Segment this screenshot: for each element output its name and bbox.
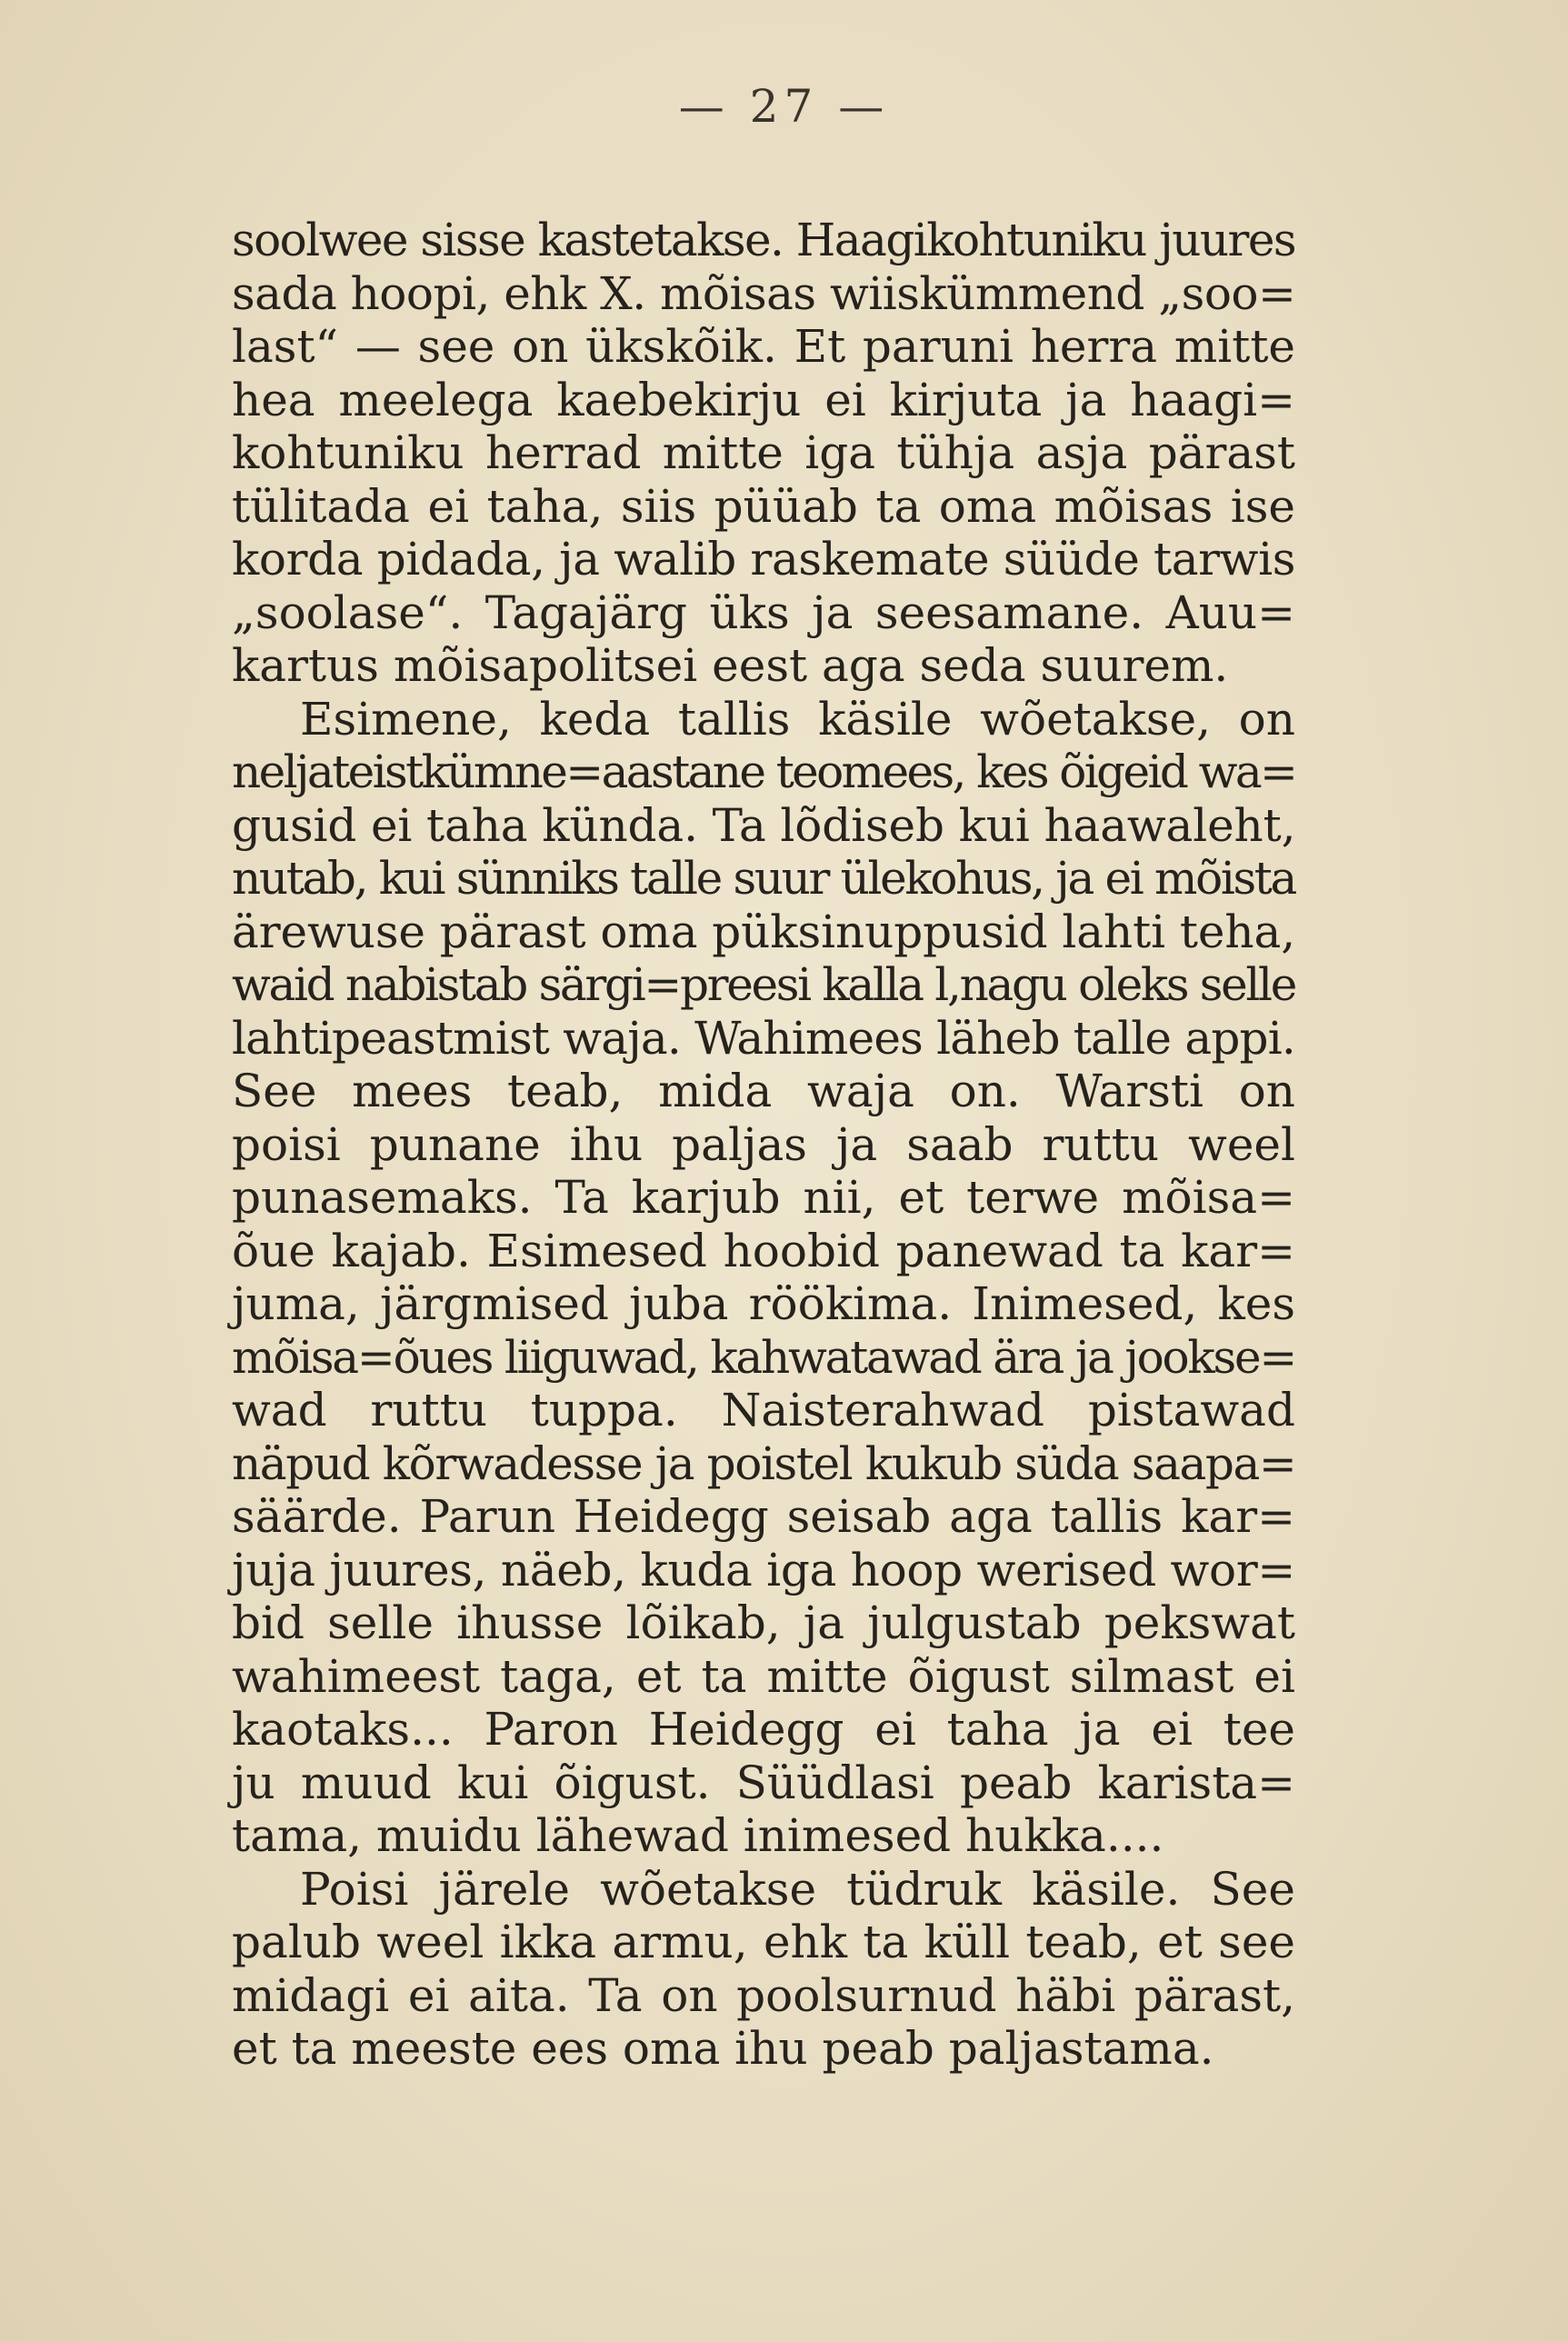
- text-line: õue kajab. Esimesed hoobid panewad ta kar=: [232, 1224, 1295, 1277]
- body-text: [232, 214, 1295, 2076]
- page-number: — 27 —: [678, 80, 890, 133]
- text-line: juma, järgmised juba röökima. Inimesed, kes: [232, 1277, 1295, 1330]
- text-line: palub weel ikka armu, ehk ta küll teab, et see: [232, 1916, 1295, 1968]
- text-line: soolwee sisse kastetakse. Haagikohtuniku juures: [232, 214, 1295, 266]
- text-line: ju muud kui õigust. Süüdlasi peab karista=: [232, 1756, 1295, 1809]
- text-line: See mees teab, mida waja on. Warsti on: [232, 1065, 1295, 1117]
- text-line: juja juures, näeb, kuda iga hoop werised wor=: [232, 1543, 1295, 1596]
- paragraph-1: [232, 214, 1295, 693]
- text-line: kartus mõisapolitsei eest aga seda suurem.: [232, 639, 1229, 692]
- text-line: gusid ei taha künda. Ta lõdiseb kui haawaleht,: [232, 798, 1296, 852]
- text-line: waid nabistab särgi=preesi kalla l,nagu oleks selle: [232, 958, 1296, 1011]
- text-line: wad ruttu tuppa. Naisterahwad pistawad: [232, 1384, 1295, 1436]
- text-line: punasemaks. Ta karjub nii, et terwe mõisa=: [232, 1171, 1295, 1224]
- text-line: ärewuse pärast oma püksinuppusid lahti teha,: [232, 905, 1295, 958]
- text-line: mõisa=õues liiguwad, kahwatawad ära ja jookse=: [232, 1330, 1295, 1384]
- text-line: kohtuniku herrad mitte iga tühja asja pärast: [232, 426, 1295, 479]
- text-line: midagi ei aita. Ta on poolsurnud häbi pärast,: [232, 1968, 1295, 2022]
- text-line: tama, muidu lähewad inimesed hukka....: [232, 1809, 1164, 1862]
- text-line: wahimeest taga, et ta mitte õigust silmast ei: [232, 1649, 1295, 1703]
- text-line: bid selle ihusse lõikab, ja julgustab pekswat: [232, 1596, 1295, 1649]
- text-line: hea meelega kaebekirju ei kirjuta ja haagi=: [232, 373, 1295, 426]
- text-line: säärde. Parun Heidegg seisab aga tallis kar=: [232, 1490, 1295, 1543]
- text-line: poisi punane ihu paljas ja saab ruttu weel: [232, 1117, 1295, 1171]
- text-line: lahtipeastmist waja. Wahimees läheb talle appi.: [232, 1011, 1295, 1065]
- text-line: Poisi järele wõetakse tüdruk käsile. See: [300, 1862, 1295, 1916]
- text-line: et ta meeste ees oma ihu peab paljastama.: [232, 2022, 1214, 2075]
- paragraph-3: [232, 1863, 1295, 2076]
- text-line: sada hoopi, ehk X. mõisas wiiskümmend „soo=: [232, 266, 1296, 320]
- text-line: näpud kõrwadesse ja poistel kukub süda saapa=: [232, 1436, 1296, 1490]
- text-line: „soolase“. Tagajärg üks ja seesamane. Auu=: [232, 586, 1295, 639]
- text-line: last“ — see on ükskõik. Et paruni herra mitte: [232, 320, 1295, 373]
- text-line: nutab, kui sünniks talle suur ülekohus, ja ei mõista: [232, 852, 1295, 905]
- text-line: neljateistkümne=aastane teomees, kes õigeid wa=: [232, 746, 1296, 798]
- text-line: kaotaks... Paron Heidegg ei taha ja ei tee: [232, 1703, 1295, 1756]
- paragraph-2: [232, 693, 1295, 1863]
- text-line: korda pidada, ja walib raskemate süüde tarwis: [232, 533, 1295, 586]
- text-line: tülitada ei taha, siis püüab ta oma mõisas ise: [232, 479, 1295, 533]
- text-line: Esimene, keda tallis käsile wõetakse, on: [300, 692, 1295, 746]
